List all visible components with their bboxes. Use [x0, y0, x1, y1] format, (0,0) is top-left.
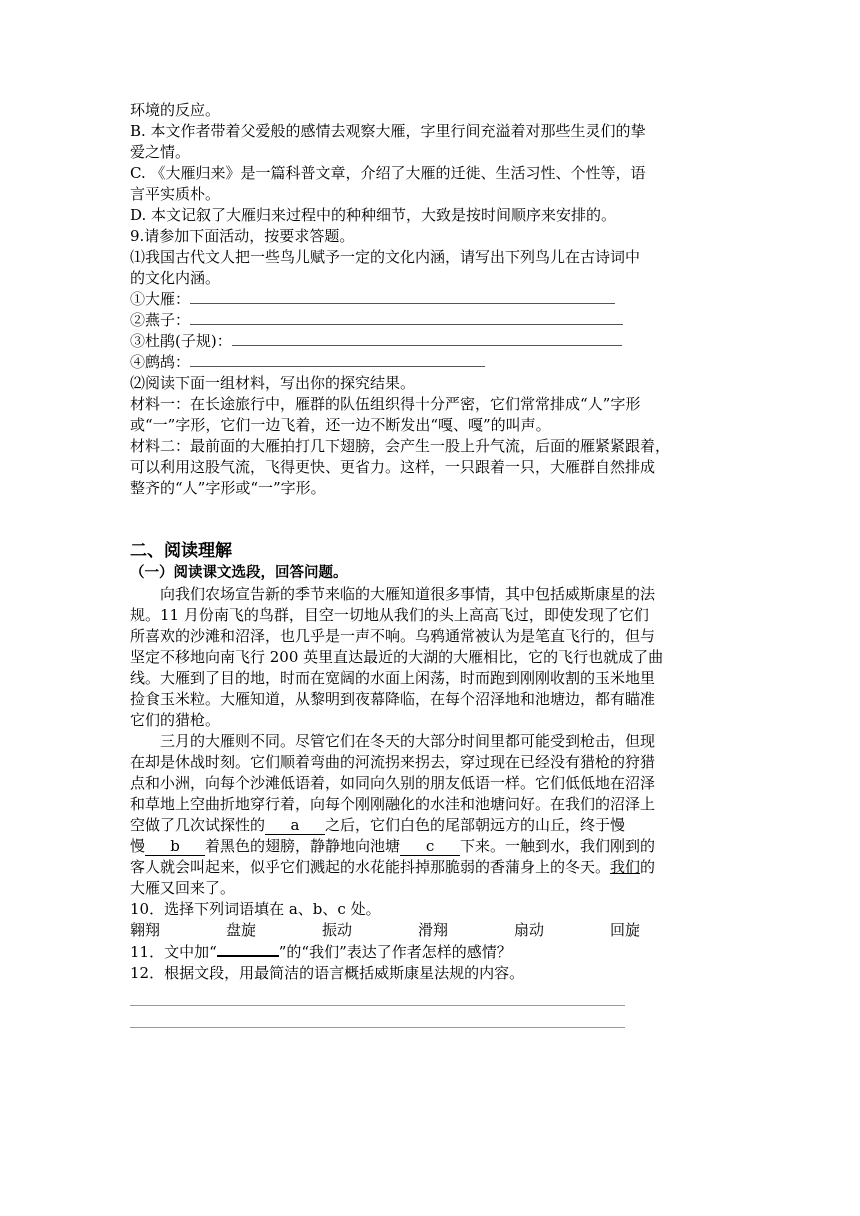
passage-line: 三月的大雁则不同。尽管它们在冬天的大部分时间里都可能受到枪击，但现 — [160, 732, 656, 750]
q9-part1-cont: 的文化内涵。 — [130, 269, 221, 287]
passage-line: 点和小洲，向每个沙滩低语着，如同向久别的朋友低语一样。它们低低地在沼泽 — [130, 774, 656, 792]
passage-line: 它们的猎枪。 — [130, 711, 221, 729]
q9-part2: ⑵阅读下面一组材料，写出你的探究结果。 — [130, 374, 416, 392]
q9-item-yanzi: ②燕子： — [130, 310, 730, 331]
option-word: 振动 — [322, 921, 353, 939]
answer-line[interactable] — [190, 310, 623, 325]
passage-line: 所喜欢的沙滩和沼泽，也几乎是一声不响。乌鸦通常被认为是笔直飞行的，但与 — [130, 627, 656, 645]
material-2: 材料二：最前面的大雁拍打几下翅膀，会产生一股上升气流，后面的雁紧紧跟着， — [130, 437, 671, 455]
blank-a[interactable]: a — [265, 816, 325, 835]
answer-line[interactable] — [130, 984, 625, 1006]
q11-stem: 11．文中加“ ”的“我们”表达了作者怎样的感情？ — [130, 943, 512, 961]
passage-line: 捡食玉米粒。大雁知道，从黎明到夜幕降临，在每个沼泽地和池塘边，都有瞄准 — [130, 690, 656, 708]
passage-line: 和草地上空曲折地穿行着，向每个刚刚融化的水洼和池塘问好。在我们的沼泽上 — [130, 795, 656, 813]
option-word: 滑翔 — [418, 921, 449, 939]
emphasis-mark-sample — [217, 941, 279, 957]
material-1: 材料一：在长途旅行中，雁群的队伍组织得十分严密，它们常常排成“人”字形 — [130, 395, 641, 413]
answer-line[interactable] — [232, 331, 622, 346]
q8-option-b-cont: 爱之情。 — [130, 143, 191, 161]
passage-line: 大雁又回来了。 — [130, 879, 236, 897]
q9-item-dayan: ①大雁： — [130, 289, 730, 310]
section-subtitle: （一）阅读课文选段，回答问题。 — [130, 565, 348, 581]
passage-line: 向我们农场宣告新的季节来临的大雁知道很多事情，其中包括威斯康星的法 — [160, 585, 656, 603]
option-word: 翱翔 — [130, 921, 161, 939]
q8-option-d: D. 本文记叙了大雁归来过程中的种种细节，大致是按时间顺序来安排的。 — [130, 206, 617, 224]
answer-line[interactable] — [190, 289, 615, 304]
passage-line: 慢 b 着黑色的翅膀，静静地向池塘 c 下来。一触到水，我们刚到的 — [130, 837, 656, 855]
section-title: 二、阅读理解 — [130, 541, 232, 561]
passage-line: 客人就会叫起来，似乎它们溅起的水花能抖掉那脆弱的香蒲身上的冬天。我们的 — [130, 858, 656, 876]
material-2-cont2: 整齐的“人”字形或“一”字形。 — [130, 479, 326, 497]
q8-option-a-tail: 环境的反应。 — [130, 101, 221, 119]
material-2-cont: 可以利用这股气流，飞得更快、更省力。这样，一只跟着一只，大雁群自然排成 — [130, 458, 656, 476]
option-word: 回旋 — [610, 921, 641, 939]
blank-c[interactable]: c — [400, 837, 460, 856]
q8-option-c: C. 《大雁归来》是一篇科普文章，介绍了大雁的迁徙、生活习性、个性等，语 — [130, 164, 646, 182]
passage-line: 规。11 月份南飞的鸟群，目空一切地从我们的头上高高飞过，即使发现了它们 — [130, 606, 649, 624]
underlined-women: 我们 — [610, 858, 641, 876]
q9-item-dujuan: ③杜鹃(子规)： — [130, 331, 730, 352]
answer-line[interactable] — [130, 1006, 625, 1028]
word-options — [130, 920, 730, 941]
blank-b[interactable]: b — [145, 837, 205, 856]
passage-line: 坚定不移地向南飞行 200 英里直达最近的大湖的大雁相比，它的飞行也就成了曲 — [130, 648, 664, 666]
option-word: 盘旋 — [226, 921, 257, 939]
passage-line: 空做了几次试探性的 a 之后，它们白色的尾部朝远方的山丘，终于慢 — [130, 816, 626, 834]
material-1-cont: 或“一”字形，它们一边飞着，还一边不断发出“嘎、嘎”的叫声。 — [130, 416, 551, 434]
answer-line[interactable] — [190, 352, 485, 367]
q9-item-zhegu: ④鹧鸪： — [130, 352, 730, 373]
q10-stem: 10．选择下列词语填在 a、b、c 处。 — [130, 900, 381, 918]
passage-line: 线。大雁到了目的地，时而在宽阔的水面上闲荡，时而跑到刚刚收割的玉米地里 — [130, 669, 656, 687]
q8-option-c-cont: 言平实质朴。 — [130, 185, 221, 203]
q12-stem: 12．根据文段，用最简洁的语言概括威斯康星法规的内容。 — [130, 964, 525, 982]
option-word: 扇动 — [514, 921, 545, 939]
q8-option-b: B. 本文作者带着父爱般的感情去观察大雁，字里行间充溢着对那些生灵们的挚 — [130, 122, 646, 140]
q9-stem: 9.请参加下面活动，按要求答题。 — [130, 227, 355, 245]
passage-line: 在却是休战时刻。它们顺着弯曲的河流拐来拐去，穿过现在已经没有猎枪的狩猎 — [130, 753, 656, 771]
exam-page — [130, 100, 730, 1028]
q9-part1: ⑴我国古代文人把一些鸟儿赋予一定的文化内涵，请写出下列鸟儿在古诗词中 — [130, 248, 641, 266]
